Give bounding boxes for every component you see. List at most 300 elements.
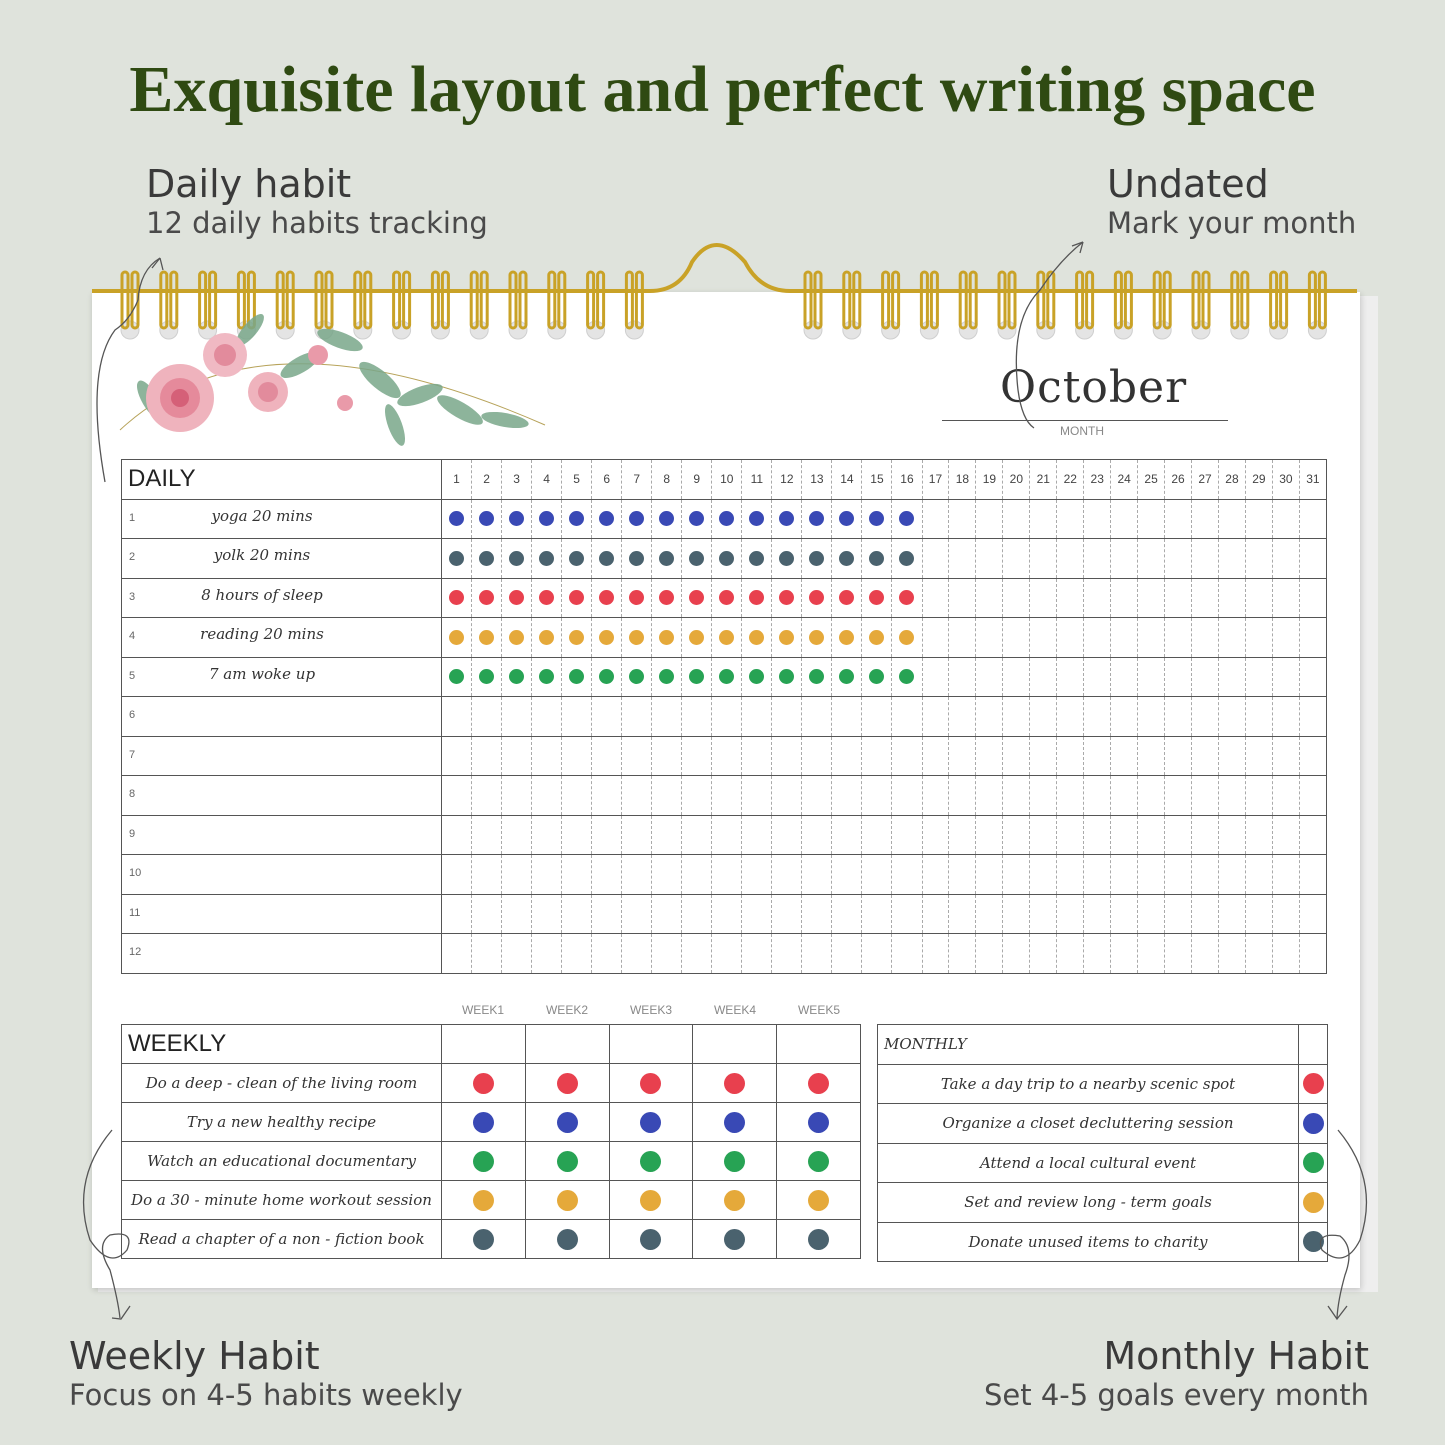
day-check-cell[interactable] bbox=[892, 736, 922, 776]
day-check-cell[interactable] bbox=[1057, 776, 1084, 816]
day-check-cell[interactable] bbox=[1245, 815, 1272, 855]
week-check-cell[interactable] bbox=[442, 1103, 526, 1142]
day-check-cell[interactable] bbox=[832, 499, 862, 539]
day-check-cell[interactable] bbox=[532, 697, 562, 737]
day-check-cell[interactable] bbox=[976, 855, 1003, 895]
day-check-cell[interactable] bbox=[772, 934, 802, 974]
monthly-check-cell[interactable] bbox=[1299, 1064, 1328, 1104]
day-check-cell[interactable] bbox=[1138, 697, 1165, 737]
day-check-cell[interactable] bbox=[1192, 618, 1219, 658]
day-check-cell[interactable] bbox=[742, 499, 772, 539]
day-check-cell[interactable] bbox=[1003, 499, 1030, 539]
day-check-cell[interactable] bbox=[1218, 855, 1245, 895]
day-check-cell[interactable] bbox=[1218, 815, 1245, 855]
day-check-cell[interactable] bbox=[562, 776, 592, 816]
day-check-cell[interactable] bbox=[622, 894, 652, 934]
day-check-cell[interactable] bbox=[1299, 934, 1326, 974]
day-check-cell[interactable] bbox=[1165, 499, 1192, 539]
day-check-cell[interactable] bbox=[682, 657, 712, 697]
day-check-cell[interactable] bbox=[772, 894, 802, 934]
day-check-cell[interactable] bbox=[502, 618, 532, 658]
week-check-cell[interactable] bbox=[609, 1103, 693, 1142]
day-check-cell[interactable] bbox=[1245, 855, 1272, 895]
day-check-cell[interactable] bbox=[1138, 736, 1165, 776]
day-check-cell[interactable] bbox=[622, 776, 652, 816]
day-check-cell[interactable] bbox=[622, 815, 652, 855]
day-check-cell[interactable] bbox=[1165, 657, 1192, 697]
day-check-cell[interactable] bbox=[922, 934, 949, 974]
day-check-cell[interactable] bbox=[472, 578, 502, 618]
day-check-cell[interactable] bbox=[892, 815, 922, 855]
day-check-cell[interactable] bbox=[442, 934, 472, 974]
day-check-cell[interactable] bbox=[1245, 539, 1272, 579]
day-check-cell[interactable] bbox=[802, 539, 832, 579]
day-check-cell[interactable] bbox=[922, 894, 949, 934]
weekly-habit-name[interactable]: Do a deep - clean of the living room bbox=[122, 1064, 442, 1103]
day-check-cell[interactable] bbox=[682, 539, 712, 579]
day-check-cell[interactable] bbox=[862, 855, 892, 895]
day-check-cell[interactable] bbox=[802, 855, 832, 895]
day-check-cell[interactable] bbox=[532, 934, 562, 974]
day-check-cell[interactable] bbox=[562, 815, 592, 855]
day-check-cell[interactable] bbox=[1084, 697, 1111, 737]
day-check-cell[interactable] bbox=[1192, 815, 1219, 855]
day-check-cell[interactable] bbox=[472, 934, 502, 974]
day-check-cell[interactable] bbox=[1165, 776, 1192, 816]
daily-habit-name-cell[interactable] bbox=[122, 934, 442, 974]
day-check-cell[interactable] bbox=[652, 934, 682, 974]
day-check-cell[interactable] bbox=[1111, 776, 1138, 816]
day-check-cell[interactable] bbox=[472, 499, 502, 539]
week-check-cell[interactable] bbox=[525, 1181, 609, 1220]
day-check-cell[interactable] bbox=[922, 539, 949, 579]
day-check-cell[interactable] bbox=[1111, 736, 1138, 776]
day-check-cell[interactable] bbox=[592, 894, 622, 934]
day-check-cell[interactable] bbox=[802, 618, 832, 658]
day-check-cell[interactable] bbox=[442, 539, 472, 579]
day-check-cell[interactable] bbox=[1272, 539, 1299, 579]
day-check-cell[interactable] bbox=[1245, 934, 1272, 974]
day-check-cell[interactable] bbox=[772, 855, 802, 895]
day-check-cell[interactable] bbox=[802, 578, 832, 618]
day-check-cell[interactable] bbox=[472, 697, 502, 737]
day-check-cell[interactable] bbox=[949, 815, 976, 855]
day-check-cell[interactable] bbox=[712, 855, 742, 895]
day-check-cell[interactable] bbox=[622, 657, 652, 697]
day-check-cell[interactable] bbox=[562, 618, 592, 658]
day-check-cell[interactable] bbox=[1057, 657, 1084, 697]
monthly-goal-name[interactable]: Organize a closet decluttering session bbox=[878, 1104, 1299, 1144]
day-check-cell[interactable] bbox=[562, 657, 592, 697]
day-check-cell[interactable] bbox=[562, 894, 592, 934]
day-check-cell[interactable] bbox=[1218, 736, 1245, 776]
week-check-cell[interactable] bbox=[777, 1220, 861, 1259]
day-check-cell[interactable] bbox=[976, 736, 1003, 776]
week-check-cell[interactable] bbox=[777, 1103, 861, 1142]
day-check-cell[interactable] bbox=[1192, 894, 1219, 934]
day-check-cell[interactable] bbox=[772, 736, 802, 776]
day-check-cell[interactable] bbox=[652, 578, 682, 618]
day-check-cell[interactable] bbox=[1218, 499, 1245, 539]
day-check-cell[interactable] bbox=[1111, 815, 1138, 855]
day-check-cell[interactable] bbox=[862, 618, 892, 658]
day-check-cell[interactable] bbox=[949, 578, 976, 618]
day-check-cell[interactable] bbox=[712, 657, 742, 697]
week-check-cell[interactable] bbox=[693, 1064, 777, 1103]
day-check-cell[interactable] bbox=[862, 697, 892, 737]
day-check-cell[interactable] bbox=[1111, 855, 1138, 895]
day-check-cell[interactable] bbox=[1165, 855, 1192, 895]
day-check-cell[interactable] bbox=[712, 578, 742, 618]
day-check-cell[interactable] bbox=[976, 776, 1003, 816]
day-check-cell[interactable] bbox=[472, 815, 502, 855]
day-check-cell[interactable] bbox=[1299, 855, 1326, 895]
day-check-cell[interactable] bbox=[502, 736, 532, 776]
day-check-cell[interactable] bbox=[1245, 499, 1272, 539]
day-check-cell[interactable] bbox=[892, 578, 922, 618]
day-check-cell[interactable] bbox=[652, 894, 682, 934]
day-check-cell[interactable] bbox=[1084, 855, 1111, 895]
day-check-cell[interactable] bbox=[562, 539, 592, 579]
week-check-cell[interactable] bbox=[777, 1142, 861, 1181]
day-check-cell[interactable] bbox=[1138, 934, 1165, 974]
day-check-cell[interactable] bbox=[802, 815, 832, 855]
day-check-cell[interactable] bbox=[682, 736, 712, 776]
day-check-cell[interactable] bbox=[1299, 499, 1326, 539]
monthly-check-cell[interactable] bbox=[1299, 1104, 1328, 1144]
day-check-cell[interactable] bbox=[1030, 776, 1057, 816]
day-check-cell[interactable] bbox=[592, 697, 622, 737]
day-check-cell[interactable] bbox=[1299, 578, 1326, 618]
day-check-cell[interactable] bbox=[1084, 578, 1111, 618]
day-check-cell[interactable] bbox=[1084, 736, 1111, 776]
day-check-cell[interactable] bbox=[442, 815, 472, 855]
day-check-cell[interactable] bbox=[862, 499, 892, 539]
day-check-cell[interactable] bbox=[592, 578, 622, 618]
day-check-cell[interactable] bbox=[1299, 657, 1326, 697]
week-check-cell[interactable] bbox=[525, 1220, 609, 1259]
day-check-cell[interactable] bbox=[592, 934, 622, 974]
day-check-cell[interactable] bbox=[682, 855, 712, 895]
day-check-cell[interactable] bbox=[472, 776, 502, 816]
day-check-cell[interactable] bbox=[1218, 618, 1245, 658]
day-check-cell[interactable] bbox=[712, 934, 742, 974]
day-check-cell[interactable] bbox=[1138, 578, 1165, 618]
day-check-cell[interactable] bbox=[592, 657, 622, 697]
day-check-cell[interactable] bbox=[832, 657, 862, 697]
day-check-cell[interactable] bbox=[1030, 894, 1057, 934]
monthly-goal-name[interactable]: Attend a local cultural event bbox=[878, 1143, 1299, 1183]
day-check-cell[interactable] bbox=[1299, 736, 1326, 776]
day-check-cell[interactable] bbox=[442, 776, 472, 816]
day-check-cell[interactable] bbox=[832, 855, 862, 895]
day-check-cell[interactable] bbox=[1272, 578, 1299, 618]
day-check-cell[interactable] bbox=[1299, 815, 1326, 855]
day-check-cell[interactable] bbox=[472, 736, 502, 776]
week-check-cell[interactable] bbox=[442, 1220, 526, 1259]
day-check-cell[interactable] bbox=[1272, 657, 1299, 697]
day-check-cell[interactable] bbox=[1030, 618, 1057, 658]
day-check-cell[interactable] bbox=[502, 539, 532, 579]
day-check-cell[interactable] bbox=[1218, 934, 1245, 974]
week-check-cell[interactable] bbox=[525, 1103, 609, 1142]
week-check-cell[interactable] bbox=[609, 1142, 693, 1181]
day-check-cell[interactable] bbox=[742, 697, 772, 737]
daily-habit-name-cell[interactable] bbox=[122, 815, 442, 855]
day-check-cell[interactable] bbox=[949, 657, 976, 697]
day-check-cell[interactable] bbox=[502, 815, 532, 855]
week-check-cell[interactable] bbox=[609, 1181, 693, 1220]
day-check-cell[interactable] bbox=[472, 657, 502, 697]
day-check-cell[interactable] bbox=[712, 697, 742, 737]
day-check-cell[interactable] bbox=[1138, 657, 1165, 697]
day-check-cell[interactable] bbox=[976, 697, 1003, 737]
day-check-cell[interactable] bbox=[682, 894, 712, 934]
day-check-cell[interactable] bbox=[892, 618, 922, 658]
day-check-cell[interactable] bbox=[622, 697, 652, 737]
day-check-cell[interactable] bbox=[1084, 618, 1111, 658]
monthly-goal-name[interactable]: Set and review long - term goals bbox=[878, 1183, 1299, 1223]
day-check-cell[interactable] bbox=[742, 815, 772, 855]
day-check-cell[interactable] bbox=[742, 934, 772, 974]
day-check-cell[interactable] bbox=[1003, 894, 1030, 934]
day-check-cell[interactable] bbox=[1165, 894, 1192, 934]
day-check-cell[interactable] bbox=[1299, 539, 1326, 579]
day-check-cell[interactable] bbox=[1192, 855, 1219, 895]
day-check-cell[interactable] bbox=[1165, 539, 1192, 579]
day-check-cell[interactable] bbox=[1165, 618, 1192, 658]
day-check-cell[interactable] bbox=[832, 736, 862, 776]
day-check-cell[interactable] bbox=[832, 578, 862, 618]
day-check-cell[interactable] bbox=[862, 776, 892, 816]
day-check-cell[interactable] bbox=[832, 539, 862, 579]
day-check-cell[interactable] bbox=[742, 539, 772, 579]
day-check-cell[interactable] bbox=[592, 855, 622, 895]
week-check-cell[interactable] bbox=[525, 1064, 609, 1103]
day-check-cell[interactable] bbox=[1084, 934, 1111, 974]
monthly-check-cell[interactable] bbox=[1299, 1222, 1328, 1262]
day-check-cell[interactable] bbox=[1111, 657, 1138, 697]
day-check-cell[interactable] bbox=[562, 697, 592, 737]
day-check-cell[interactable] bbox=[592, 539, 622, 579]
week-check-cell[interactable] bbox=[442, 1181, 526, 1220]
day-check-cell[interactable] bbox=[862, 539, 892, 579]
day-check-cell[interactable] bbox=[976, 894, 1003, 934]
day-check-cell[interactable] bbox=[922, 499, 949, 539]
day-check-cell[interactable] bbox=[949, 539, 976, 579]
day-check-cell[interactable] bbox=[1245, 657, 1272, 697]
day-check-cell[interactable] bbox=[712, 736, 742, 776]
day-check-cell[interactable] bbox=[892, 657, 922, 697]
day-check-cell[interactable] bbox=[1192, 736, 1219, 776]
day-check-cell[interactable] bbox=[892, 499, 922, 539]
day-check-cell[interactable] bbox=[922, 776, 949, 816]
day-check-cell[interactable] bbox=[562, 736, 592, 776]
day-check-cell[interactable] bbox=[502, 499, 532, 539]
day-check-cell[interactable] bbox=[532, 539, 562, 579]
day-check-cell[interactable] bbox=[922, 657, 949, 697]
day-check-cell[interactable] bbox=[772, 657, 802, 697]
day-check-cell[interactable] bbox=[949, 736, 976, 776]
day-check-cell[interactable] bbox=[532, 657, 562, 697]
day-check-cell[interactable] bbox=[1272, 618, 1299, 658]
day-check-cell[interactable] bbox=[562, 578, 592, 618]
daily-habit-name-cell[interactable] bbox=[122, 578, 442, 618]
day-check-cell[interactable] bbox=[976, 934, 1003, 974]
daily-habit-name-cell[interactable] bbox=[122, 697, 442, 737]
day-check-cell[interactable] bbox=[1003, 618, 1030, 658]
day-check-cell[interactable] bbox=[592, 618, 622, 658]
day-check-cell[interactable] bbox=[1057, 578, 1084, 618]
day-check-cell[interactable] bbox=[592, 736, 622, 776]
day-check-cell[interactable] bbox=[1138, 894, 1165, 934]
day-check-cell[interactable] bbox=[502, 894, 532, 934]
day-check-cell[interactable] bbox=[1245, 776, 1272, 816]
day-check-cell[interactable] bbox=[832, 934, 862, 974]
day-check-cell[interactable] bbox=[652, 657, 682, 697]
week-check-cell[interactable] bbox=[609, 1220, 693, 1259]
day-check-cell[interactable] bbox=[1192, 776, 1219, 816]
day-check-cell[interactable] bbox=[1245, 578, 1272, 618]
day-check-cell[interactable] bbox=[502, 776, 532, 816]
day-check-cell[interactable] bbox=[622, 539, 652, 579]
day-check-cell[interactable] bbox=[742, 776, 772, 816]
weekly-habit-name[interactable]: Watch an educational documentary bbox=[122, 1142, 442, 1181]
day-check-cell[interactable] bbox=[532, 894, 562, 934]
day-check-cell[interactable] bbox=[1299, 697, 1326, 737]
day-check-cell[interactable] bbox=[772, 697, 802, 737]
week-check-cell[interactable] bbox=[442, 1064, 526, 1103]
day-check-cell[interactable] bbox=[832, 618, 862, 658]
day-check-cell[interactable] bbox=[1057, 736, 1084, 776]
day-check-cell[interactable] bbox=[1111, 894, 1138, 934]
day-check-cell[interactable] bbox=[1192, 934, 1219, 974]
day-check-cell[interactable] bbox=[652, 776, 682, 816]
day-check-cell[interactable] bbox=[832, 776, 862, 816]
day-check-cell[interactable] bbox=[1111, 539, 1138, 579]
day-check-cell[interactable] bbox=[1057, 894, 1084, 934]
day-check-cell[interactable] bbox=[622, 736, 652, 776]
day-check-cell[interactable] bbox=[976, 815, 1003, 855]
day-check-cell[interactable] bbox=[472, 618, 502, 658]
day-check-cell[interactable] bbox=[892, 894, 922, 934]
day-check-cell[interactable] bbox=[892, 697, 922, 737]
day-check-cell[interactable] bbox=[892, 934, 922, 974]
day-check-cell[interactable] bbox=[1003, 776, 1030, 816]
day-check-cell[interactable] bbox=[802, 894, 832, 934]
day-check-cell[interactable] bbox=[652, 815, 682, 855]
day-check-cell[interactable] bbox=[622, 934, 652, 974]
day-check-cell[interactable] bbox=[622, 499, 652, 539]
day-check-cell[interactable] bbox=[472, 894, 502, 934]
day-check-cell[interactable] bbox=[892, 539, 922, 579]
day-check-cell[interactable] bbox=[949, 697, 976, 737]
day-check-cell[interactable] bbox=[1030, 855, 1057, 895]
day-check-cell[interactable] bbox=[862, 657, 892, 697]
day-check-cell[interactable] bbox=[532, 736, 562, 776]
day-check-cell[interactable] bbox=[1272, 697, 1299, 737]
day-check-cell[interactable] bbox=[832, 697, 862, 737]
day-check-cell[interactable] bbox=[1111, 934, 1138, 974]
day-check-cell[interactable] bbox=[1003, 578, 1030, 618]
day-check-cell[interactable] bbox=[1003, 855, 1030, 895]
day-check-cell[interactable] bbox=[1272, 736, 1299, 776]
day-check-cell[interactable] bbox=[1192, 499, 1219, 539]
day-check-cell[interactable] bbox=[1272, 894, 1299, 934]
day-check-cell[interactable] bbox=[442, 618, 472, 658]
day-check-cell[interactable] bbox=[1030, 499, 1057, 539]
week-check-cell[interactable] bbox=[525, 1142, 609, 1181]
day-check-cell[interactable] bbox=[772, 776, 802, 816]
day-check-cell[interactable] bbox=[442, 657, 472, 697]
day-check-cell[interactable] bbox=[862, 934, 892, 974]
day-check-cell[interactable] bbox=[1111, 499, 1138, 539]
day-check-cell[interactable] bbox=[742, 657, 772, 697]
day-check-cell[interactable] bbox=[1030, 697, 1057, 737]
day-check-cell[interactable] bbox=[682, 934, 712, 974]
day-check-cell[interactable] bbox=[502, 657, 532, 697]
day-check-cell[interactable] bbox=[949, 894, 976, 934]
day-check-cell[interactable] bbox=[1245, 736, 1272, 776]
day-check-cell[interactable] bbox=[652, 697, 682, 737]
day-check-cell[interactable] bbox=[442, 578, 472, 618]
day-check-cell[interactable] bbox=[532, 618, 562, 658]
day-check-cell[interactable] bbox=[802, 499, 832, 539]
day-check-cell[interactable] bbox=[772, 539, 802, 579]
day-check-cell[interactable] bbox=[502, 855, 532, 895]
week-check-cell[interactable] bbox=[442, 1142, 526, 1181]
day-check-cell[interactable] bbox=[1272, 499, 1299, 539]
monthly-goal-name[interactable]: Donate unused items to charity bbox=[878, 1222, 1299, 1262]
day-check-cell[interactable] bbox=[562, 855, 592, 895]
day-check-cell[interactable] bbox=[1030, 657, 1057, 697]
day-check-cell[interactable] bbox=[442, 894, 472, 934]
monthly-check-cell[interactable] bbox=[1299, 1143, 1328, 1183]
day-check-cell[interactable] bbox=[682, 815, 712, 855]
day-check-cell[interactable] bbox=[862, 736, 892, 776]
day-check-cell[interactable] bbox=[622, 855, 652, 895]
day-check-cell[interactable] bbox=[1272, 934, 1299, 974]
day-check-cell[interactable] bbox=[1030, 539, 1057, 579]
day-check-cell[interactable] bbox=[712, 539, 742, 579]
day-check-cell[interactable] bbox=[712, 499, 742, 539]
day-check-cell[interactable] bbox=[1084, 815, 1111, 855]
day-check-cell[interactable] bbox=[622, 578, 652, 618]
day-check-cell[interactable] bbox=[1138, 539, 1165, 579]
day-check-cell[interactable] bbox=[1138, 499, 1165, 539]
day-check-cell[interactable] bbox=[1138, 776, 1165, 816]
weekly-habit-name[interactable]: Read a chapter of a non - fiction book bbox=[122, 1220, 442, 1259]
day-check-cell[interactable] bbox=[949, 934, 976, 974]
day-check-cell[interactable] bbox=[622, 618, 652, 658]
day-check-cell[interactable] bbox=[1030, 815, 1057, 855]
week-check-cell[interactable] bbox=[693, 1220, 777, 1259]
day-check-cell[interactable] bbox=[1272, 815, 1299, 855]
day-check-cell[interactable] bbox=[1299, 618, 1326, 658]
daily-habit-name-cell[interactable] bbox=[122, 894, 442, 934]
day-check-cell[interactable] bbox=[1245, 618, 1272, 658]
day-check-cell[interactable] bbox=[1084, 894, 1111, 934]
day-check-cell[interactable] bbox=[652, 855, 682, 895]
day-check-cell[interactable] bbox=[922, 618, 949, 658]
day-check-cell[interactable] bbox=[1165, 697, 1192, 737]
day-check-cell[interactable] bbox=[682, 618, 712, 658]
day-check-cell[interactable] bbox=[1218, 776, 1245, 816]
week-check-cell[interactable] bbox=[693, 1181, 777, 1220]
day-check-cell[interactable] bbox=[592, 815, 622, 855]
day-check-cell[interactable] bbox=[1030, 736, 1057, 776]
day-check-cell[interactable] bbox=[1057, 539, 1084, 579]
